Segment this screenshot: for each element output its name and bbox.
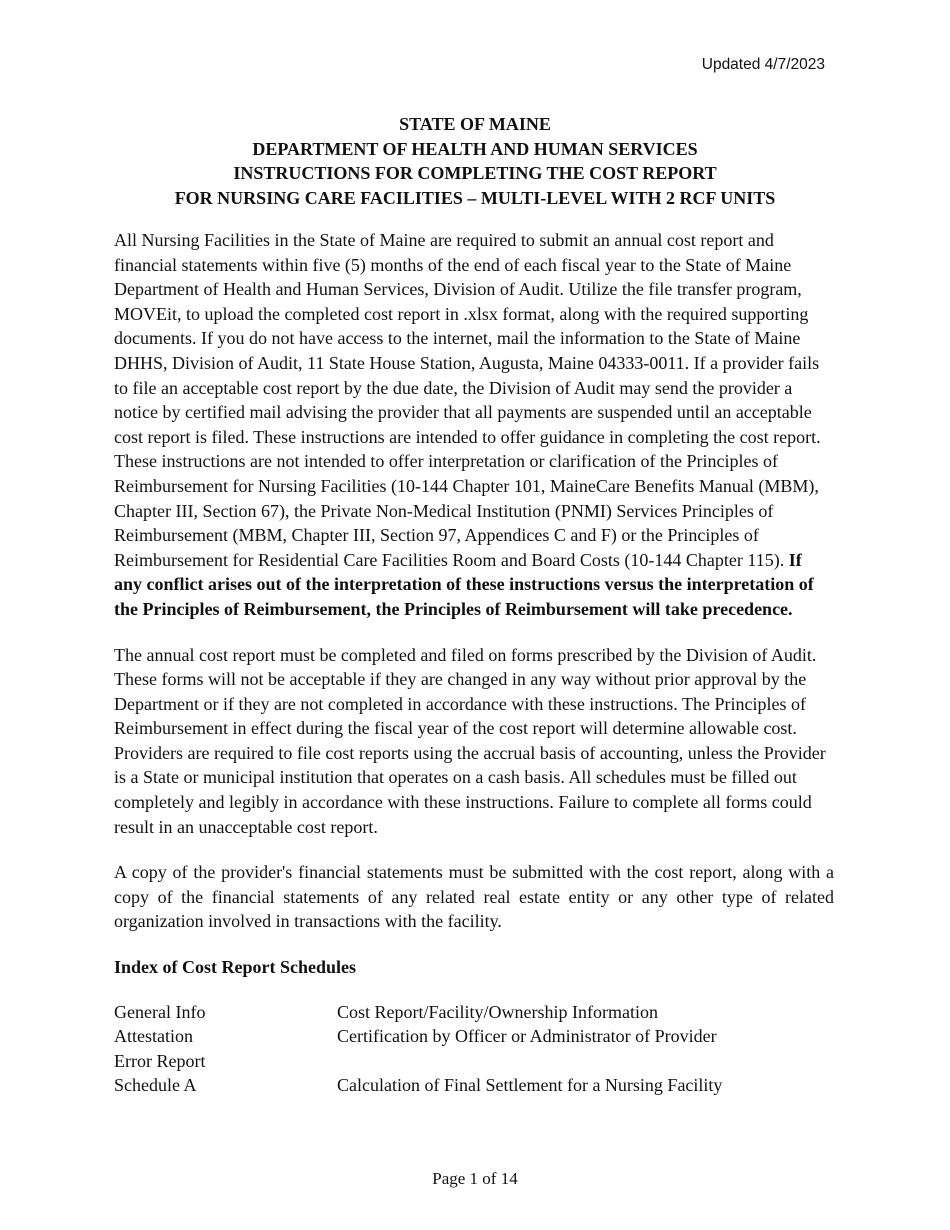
schedule-description: Calculation of Final Settlement for a Nursing Facility bbox=[337, 1075, 723, 1096]
page-number: Page 1 of 14 bbox=[432, 1169, 518, 1188]
table-row bbox=[114, 1049, 722, 1074]
schedule-description: Cost Report/Facility/Ownership Information bbox=[337, 1001, 658, 1022]
title-line-facilities: FOR NURSING CARE FACILITIES – MULTI-LEVEL WITH 2 RCF UNITS bbox=[174, 187, 776, 208]
schedule-index-table bbox=[114, 1000, 722, 1098]
table-row bbox=[114, 1024, 722, 1049]
schedule-name: Attestation bbox=[114, 1026, 193, 1047]
title-line-department: DEPARTMENT OF HEALTH AND HUMAN SERVICES bbox=[252, 138, 698, 159]
index-heading: Index of Cost Report Schedules bbox=[114, 957, 357, 978]
title-line-state: STATE OF MAINE bbox=[399, 114, 551, 134]
updated-date: Updated 4/7/2023 bbox=[701, 56, 825, 73]
document-title bbox=[0, 112, 950, 210]
schedule-name: Error Report bbox=[114, 1050, 206, 1071]
intro-paragraph bbox=[114, 228, 834, 622]
schedule-description: Certification by Officer or Administrator of Provider bbox=[337, 1026, 717, 1047]
intro-text: All Nursing Facilities in the State of Maine are required to submit an annual cost report and financial statements within five (5) months of the end of each fiscal year to the State of Maine Department of Health and Human Services, Division of Audit. Utilize the file transfer program, MOVEit, to upload the completed cost report in .xlsx format, along with the required supporting documents. If you do not have access to the internet, mail the information to the State of Maine DHHS, Division of Audit, 11 State House Station, Augusta, Maine 04333-0011. If a provider fails to file an acceptable cost report by the due date, the Division of Audit may send the provider a notice by certified mail advising the provider that all payments are suspended until an acceptable cost report is filed. These instructions are intended to offer guidance in completing the cost report. These instructions are not intended to offer interpretation or clarification of the Principles of Reimbursement for Nursing Facilities (10-144 Chapter 101, MaineCare Benefits Manual (MBM), Chapter III, Section 67), the Private Non-Medical Institution (PNMI) Services Principles of Reimbursement (MBM, Chapter III, Section 97, Appendices C and F) or the Principles of Reimbursement for Residential Care Facilities Room and Board Costs (10-144 Chapter 115). bbox=[114, 230, 821, 570]
precedence-statement: If any conflict arises out of the interpretation of these instructions versus the interpretation of the Principles of Reimbursement, the Principles of Reimbursement will take precedence. bbox=[114, 549, 814, 619]
schedule-name: Schedule A bbox=[114, 1075, 197, 1096]
schedule-name: General Info bbox=[114, 1001, 206, 1022]
table-row bbox=[114, 1000, 722, 1025]
title-line-instructions: INSTRUCTIONS FOR COMPLETING THE COST REPORT bbox=[233, 163, 717, 184]
financial-statements-paragraph: A copy of the provider's financial statements must be submitted with the cost report, along with a copy of the financial statements of any related real estate entity or any other type of related organization involved in transactions with the facility. bbox=[114, 862, 834, 932]
schedule-description bbox=[337, 1049, 722, 1074]
table-row bbox=[114, 1073, 722, 1098]
forms-paragraph: The annual cost report must be completed and filed on forms prescribed by the Division of Audit. These forms will not be acceptable if they are changed in any way without prior approval by the Department or if they are not completed in accordance with these instructions. The Principles of Reimbursement in effect during the fiscal year of the cost report will determine allowable cost. Providers are required to file cost reports using the accrual basis of accounting, unless the Provider is a State or municipal institution that operates on a cash basis. All schedules must be filled out completely and legibly in accordance with these instructions. Failure to complete all forms could result in an unacceptable cost report. bbox=[114, 644, 826, 837]
document-body bbox=[114, 228, 834, 1098]
